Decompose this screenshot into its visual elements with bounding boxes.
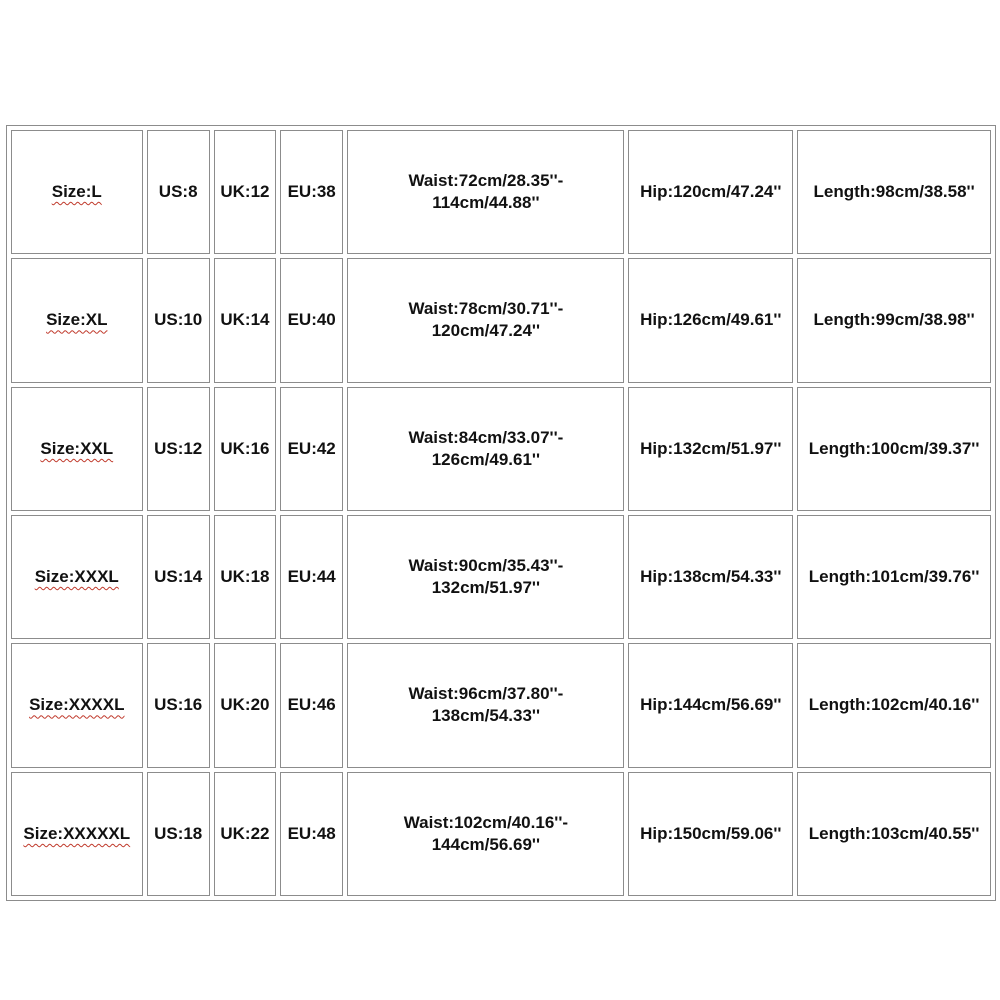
- waist-range-start: Waist:90cm/35.43''-: [408, 556, 564, 576]
- waist-range-start: Waist:84cm/33.07''-: [408, 427, 564, 447]
- hip-cell: Hip:120cm/47.24'': [628, 130, 793, 254]
- size-chart-table: [6, 125, 996, 901]
- size-cell: [11, 387, 143, 511]
- length-cell: Length:98cm/38.58'': [797, 130, 991, 254]
- eu-size-cell: EU:44: [280, 515, 343, 639]
- table-row: [11, 772, 991, 896]
- waist-range-end: 126cm/49.61'': [431, 449, 541, 469]
- table-row: [11, 130, 991, 254]
- us-size-cell: US:14: [147, 515, 210, 639]
- table-row: [11, 258, 991, 382]
- waist-range-start: Waist:72cm/28.35''-: [408, 171, 564, 191]
- hip-cell: Hip:132cm/51.97'': [628, 387, 793, 511]
- uk-size-cell: UK:14: [214, 258, 276, 382]
- hip-cell: Hip:138cm/54.33'': [628, 515, 793, 639]
- hip-cell: Hip:144cm/56.69'': [628, 643, 793, 767]
- size-label: Size:XXXXXL: [23, 823, 131, 843]
- uk-size-cell: UK:16: [214, 387, 276, 511]
- size-cell: [11, 772, 143, 896]
- length-cell: Length:102cm/40.16'': [797, 643, 991, 767]
- waist-range-start: Waist:102cm/40.16''-: [403, 812, 569, 832]
- waist-range-end: 144cm/56.69'': [431, 834, 541, 854]
- waist-range-end: 138cm/54.33'': [431, 706, 541, 726]
- waist-cell: [347, 258, 624, 382]
- hip-cell: Hip:150cm/59.06'': [628, 772, 793, 896]
- waist-range-start: Waist:96cm/37.80''-: [408, 684, 564, 704]
- size-label: Size:XXXXL: [29, 695, 125, 715]
- size-chart-body: [11, 130, 991, 896]
- us-size-cell: US:8: [147, 130, 210, 254]
- size-label: Size:XL: [46, 310, 108, 330]
- table-row: [11, 643, 991, 767]
- table-row: [11, 387, 991, 511]
- us-size-cell: US:18: [147, 772, 210, 896]
- eu-size-cell: EU:40: [280, 258, 343, 382]
- eu-size-cell: EU:46: [280, 643, 343, 767]
- waist-range-end: 132cm/51.97'': [431, 578, 541, 598]
- waist-cell: [347, 772, 624, 896]
- uk-size-cell: UK:12: [214, 130, 276, 254]
- uk-size-cell: UK:22: [214, 772, 276, 896]
- uk-size-cell: UK:18: [214, 515, 276, 639]
- hip-cell: Hip:126cm/49.61'': [628, 258, 793, 382]
- size-label: Size:XXXL: [34, 567, 119, 587]
- waist-range-end: 120cm/47.24'': [431, 321, 541, 341]
- waist-cell: [347, 643, 624, 767]
- eu-size-cell: EU:38: [280, 130, 343, 254]
- eu-size-cell: EU:42: [280, 387, 343, 511]
- us-size-cell: US:16: [147, 643, 210, 767]
- eu-size-cell: EU:48: [280, 772, 343, 896]
- length-cell: Length:103cm/40.55'': [797, 772, 991, 896]
- waist-cell: [347, 130, 624, 254]
- size-cell: [11, 643, 143, 767]
- uk-size-cell: UK:20: [214, 643, 276, 767]
- waist-cell: [347, 515, 624, 639]
- size-label: Size:XXL: [40, 438, 114, 458]
- length-cell: Length:101cm/39.76'': [797, 515, 991, 639]
- table-row: [11, 515, 991, 639]
- us-size-cell: US:10: [147, 258, 210, 382]
- us-size-cell: US:12: [147, 387, 210, 511]
- size-cell: [11, 258, 143, 382]
- size-label: Size:L: [51, 182, 102, 202]
- waist-range-start: Waist:78cm/30.71''-: [408, 299, 564, 319]
- length-cell: Length:100cm/39.37'': [797, 387, 991, 511]
- size-cell: [11, 130, 143, 254]
- size-cell: [11, 515, 143, 639]
- length-cell: Length:99cm/38.98'': [797, 258, 991, 382]
- waist-cell: [347, 387, 624, 511]
- waist-range-end: 114cm/44.88'': [432, 193, 540, 213]
